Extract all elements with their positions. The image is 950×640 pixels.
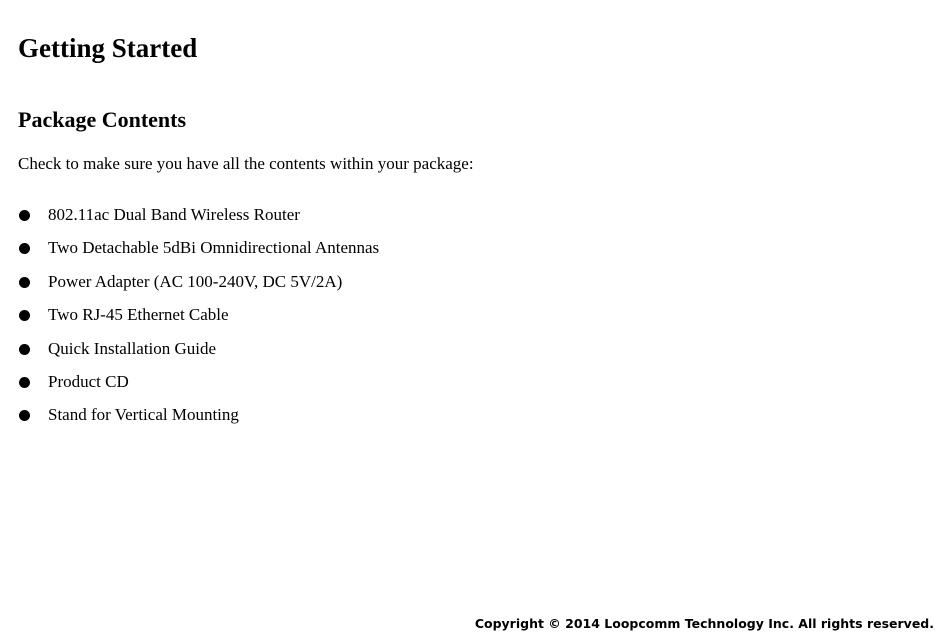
list-item-text: Quick Installation Guide xyxy=(48,338,217,358)
section-title: Package Contents xyxy=(18,107,187,132)
list-item-text: Two Detachable 5dBi Omnidirectional Antennas xyxy=(48,238,380,258)
intro-text: Check to make sure you have all the contents within your package: xyxy=(18,154,474,173)
bullet-icon xyxy=(19,377,30,388)
list-item-text: Product CD xyxy=(48,371,129,391)
page-title: Getting Started xyxy=(18,33,198,63)
bullet-icon xyxy=(19,410,30,421)
bullet-icon xyxy=(19,277,30,288)
list-item-text: Power Adapter (AC 100-240V, DC 5V/2A) xyxy=(48,271,343,291)
list-item-text: Stand for Vertical Mounting xyxy=(48,405,239,425)
bullet-icon xyxy=(19,210,30,221)
bullet-icon xyxy=(19,344,30,355)
copyright-footer: Copyright © 2014 Loopcomm Technology Inc. All rights reserved. xyxy=(474,616,934,631)
list-item-text: 802.11ac Dual Band Wireless Router xyxy=(48,205,300,224)
bullet-icon xyxy=(19,310,30,321)
list-item-text: Two RJ-45 Ethernet Cable xyxy=(48,305,229,325)
bullet-icon xyxy=(19,243,30,254)
